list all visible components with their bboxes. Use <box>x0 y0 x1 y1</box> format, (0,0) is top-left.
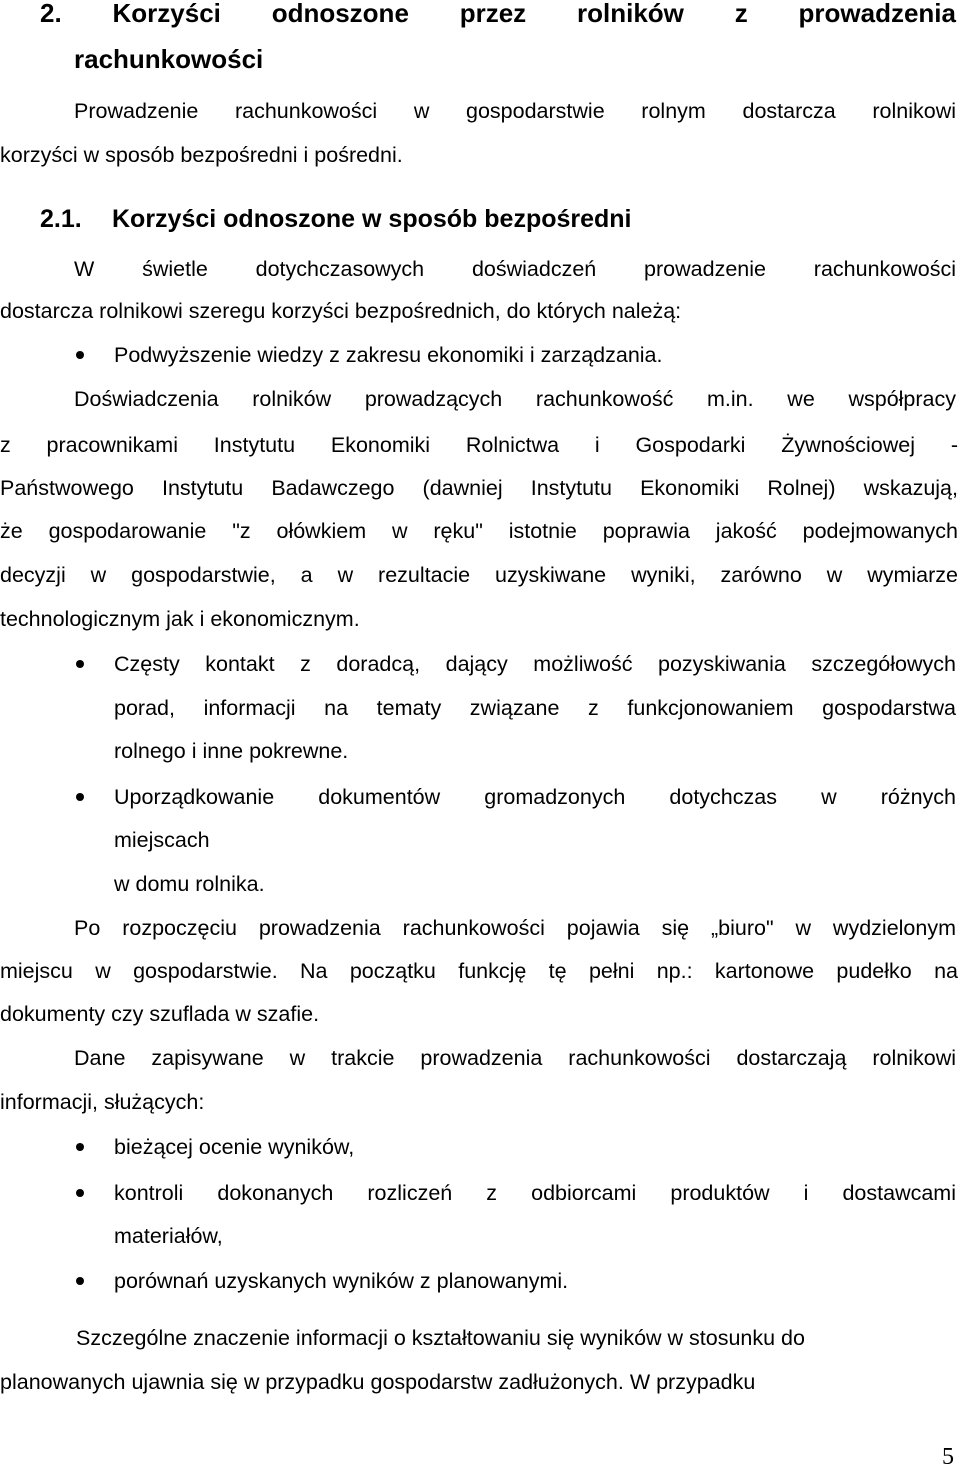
intro-text: korzyści w sposób bezpośredni i pośredni. <box>0 143 403 167</box>
subsection-number: 2.1. <box>40 205 82 233</box>
paragraph-text: decyzji w gospodarstwie, a w rezultacie uzyskiwane wyniki, zarówno w wymiarze <box>0 563 958 587</box>
paragraph-text: W świetle dotychczasowych doświadczeń prowadzenie rachunkowości <box>74 257 956 281</box>
bullet-item: Częsty kontakt z doradcą, dający możliwość pozyskiwania szczegółowych <box>114 652 956 676</box>
section-heading: 2. Korzyści odnoszone przez rolników z prowadzenia <box>40 0 956 28</box>
section-heading-cont: rachunkowości <box>74 44 264 74</box>
bullet-item: w domu rolnika. <box>114 872 265 896</box>
paragraph-text: Szczególne znaczenie informacji o kształtowaniu się wyników w stosunku do <box>76 1326 805 1350</box>
bullet-marker <box>76 351 84 359</box>
subsection-title: Korzyści odnoszone w sposób bezpośredni <box>112 205 632 233</box>
bullet-item: Uporządkowanie dokumentów gromadzonych dotychczas w różnych <box>114 785 956 809</box>
paragraph-text: Doświadczenia rolników prowadzących rachunkowość m.in. we współpracy <box>74 387 956 411</box>
paragraph-text: miejscu w gospodarstwie. Na początku funkcję tę pełni np.: kartonowe pudełko na <box>0 959 958 983</box>
paragraph-text: informacji, służących: <box>0 1090 205 1114</box>
paragraph-text: że gospodarowanie "z ołówkiem w ręku" istotnie poprawia jakość podejmowanych <box>0 519 958 543</box>
bullet-item: materiałów, <box>114 1224 223 1248</box>
paragraph-text: z pracownikami Instytutu Ekonomiki Rolnictwa i Gospodarki Żywnościowej - <box>0 433 958 457</box>
bullet-item: miejscach <box>114 828 210 852</box>
paragraph-text: technologicznym jak i ekonomicznym. <box>0 607 360 631</box>
bullet-marker <box>76 1189 84 1197</box>
bullet-item: porad, informacji na tematy związane z funkcjonowaniem gospodarstwa <box>114 696 956 720</box>
bullet-marker <box>76 1143 84 1151</box>
paragraph-text: dokumenty czy szuflada w szafie. <box>0 1002 320 1026</box>
bullet-item: kontroli dokonanych rozliczeń z odbiorcami produktów i dostawcami <box>114 1181 956 1205</box>
bullet-item: Podwyższenie wiedzy z zakresu ekonomiki i zarządzania. <box>114 343 663 367</box>
page-number: 5 <box>942 1444 954 1470</box>
bullet-marker <box>76 1277 84 1285</box>
paragraph-text: dostarcza rolnikowi szeregu korzyści bezpośrednich, do których należą: <box>0 299 682 323</box>
paragraph-text: Dane zapisywane w trakcie prowadzenia rachunkowości dostarczają rolnikowi <box>74 1046 956 1070</box>
paragraph-text: Państwowego Instytutu Badawczego (dawniej Instytutu Ekonomiki Rolnej) wskazują, <box>0 476 958 500</box>
paragraph-text: planowanych ujawnia się w przypadku gospodarstw zadłużonych. W przypadku <box>0 1370 756 1394</box>
bullet-item: rolnego i inne pokrewne. <box>114 739 349 763</box>
bullet-marker <box>76 793 84 801</box>
bullet-marker <box>76 660 84 668</box>
paragraph-text: Po rozpoczęciu prowadzenia rachunkowości pojawia się „biuro" w wydzielonym <box>74 916 956 940</box>
intro-text: Prowadzenie rachunkowości w gospodarstwie rolnym dostarcza rolnikowi <box>74 99 956 123</box>
bullet-item: bieżącej ocenie wyników, <box>114 1135 355 1159</box>
bullet-item: porównań uzyskanych wyników z planowanymi. <box>114 1269 569 1293</box>
